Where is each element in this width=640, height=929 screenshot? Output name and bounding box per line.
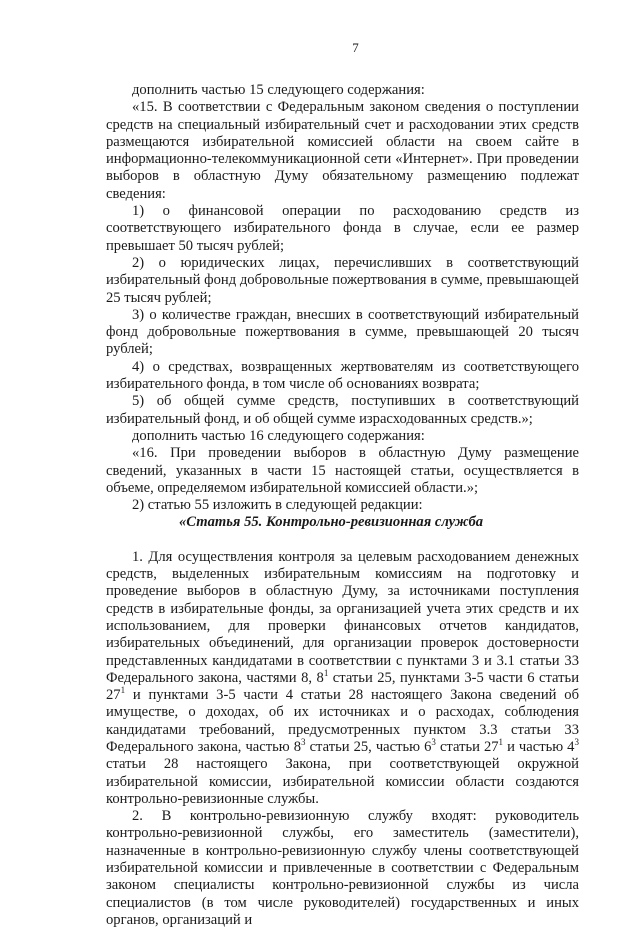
article-item-2: 2. В контрольно-ревизионную службу входят: руководитель контрольно-ревизионной службы, его заместитель (заместители), назначенные в контрольно-ревизионную службу члены соответствующей избирательной комиссии и привлеченные в соответствии с Федеральным законом специалисты контрольно-ревизионной службы из числа специалистов (в том числе руководителей) государственных и иных органов, организаций и: [106, 808, 579, 928]
paragraph-amend-part-15: дополнить частью 15 следующего содержания:: [132, 82, 425, 98]
superscript: 3: [301, 737, 306, 748]
article-title: «Статья 55. Контрольно-ревизионная служба: [179, 514, 484, 531]
paragraph-item-3: 3) о количестве граждан, внесших в соответствующий избирательный фонд добровольные пожертвования в сумме, превышающей 20 тысяч рублей;: [106, 306, 579, 358]
text-run: статьи 27: [435, 738, 499, 755]
superscript: 1: [323, 667, 329, 678]
text-run: статьи 28 настоящего Закона, при соответствующей окружной избирательной комиссии, избирательной комиссии области создаются контрольно-ревизионные службы.: [106, 756, 579, 807]
article-item-1: [106, 549, 579, 808]
paragraph-item-4: 4) о средствах, возвращенных жертвователям из соответствующего избирательного фонда, в том числе об основаниях возврата;: [106, 358, 579, 393]
text-run: статьи 25, пунктами 3-5 части 6 статьи 27: [106, 669, 579, 704]
paragraph-part-15: «15. В соответствии с Федеральным законом сведения о поступлении средств на специальный избирательный счет и расходовании этих средств размещаются избирательной комиссией области на своем сайте в информационно-телекоммуникационной сети «Интернет». При проведении выборов в областную Думу обязательному размещению подлежат сведения:: [106, 99, 579, 202]
paragraph-amend-part-16: дополнить частью 16 следующего содержания:: [132, 427, 425, 444]
text-run: и частью 4: [503, 738, 575, 755]
paragraph-amend-article-55: 2) статью 55 изложить в следующей редакции:: [132, 497, 423, 514]
text-run: 1. Для осуществления контроля за целевым расходованием денежных средств, выделенных избирательным комиссиям на подготовку и проведение выборов в областную Думу, за источниками поступления средств в избирательные фонды, за организацией учета этих средств и их использованием, для проверки финансовых отчетов кандидатов, избирательных объединений, для организации проверок достоверности представленных кандидатами в соответствии с пунктами 3 и 3.1 статьи 33 Федерального закона, частями 8, 8: [106, 548, 579, 686]
paragraph-item-2: 2) о юридических лицах, перечисливших в соответствующий избирательный фонд добровольные пожертвования в сумме, превышающей 25 тысяч рублей;: [106, 254, 579, 306]
superscript: 1: [498, 737, 504, 748]
superscript: 3: [431, 737, 436, 748]
document-body: [106, 82, 579, 929]
paragraph-item-5: 5) об общей сумме средств, поступивших в соответствующий избирательный фонд, и об общей сумме израсходованных средств.»;: [106, 393, 579, 427]
paragraph-item-1: 1) о финансовой операции по расходованию средств из соответствующего избирательного фонда в случае, если ее размер превышает 50 тысяч рублей;: [106, 203, 579, 254]
superscript: 3: [574, 737, 579, 748]
paragraph-part-16: «16. При проведении выборов в областную Думу размещение сведений, указанных в части 15 настоящей статьи, осуществляется в объеме, определяемом избирательной комиссией области.»;: [106, 445, 579, 496]
text-run: статьи 25, частью 6: [305, 738, 432, 755]
text-run: и пунктами 3-5 части 4 статьи 28 настоящего Закона сведений об имуществе, о доходах, об их источниках и о расходах, соблюдения кандидатами требований, предусмотренных пунктом 3.3 статьи 33 Федерального закона, частью 8: [106, 687, 579, 755]
page-number: 7: [352, 40, 359, 55]
superscript: 1: [120, 685, 126, 696]
